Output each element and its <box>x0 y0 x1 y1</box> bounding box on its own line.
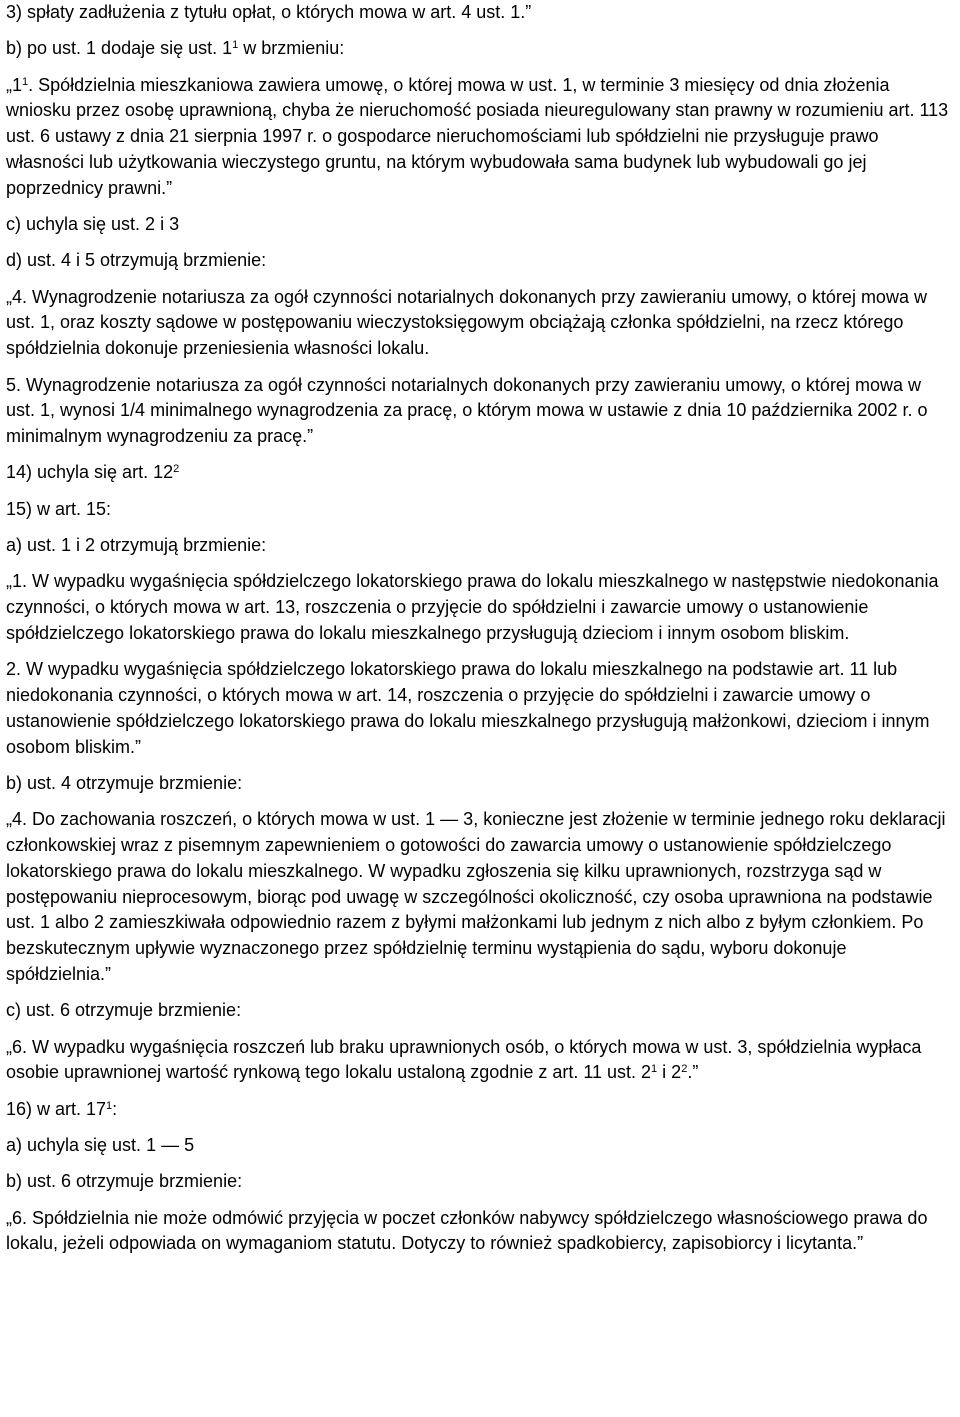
paragraph-18 <box>6 1133 952 1159</box>
text: : <box>112 1098 118 1119</box>
superscript: 2 <box>173 463 180 476</box>
text: w brzmieniu: <box>238 38 345 59</box>
text: 15) w art. 15: <box>6 498 112 519</box>
text: 5. Wynagrodzenie notariusza za ogół czynności notarialnych dokonanych przy zawieraniu umowy, o której mowa w ust. 1, wynosi 1/4 minimalnego wynagrodzenia za pracę, o którym mowa w ustawie z dnia 10 października 2002 r. o minimalnym wynagrodzeniu za pracę.” <box>6 374 928 447</box>
paragraph-17 <box>6 1097 952 1123</box>
text: „6. W wypadku wygaśnięcia roszczeń lub braku uprawnionych osób, o których mowa w ust. 3, spółdzielnia wypłaca osobie uprawnionej wartość rynkową tego lokalu ustaloną zgodnie z art. 11 ust. 2 <box>6 1036 922 1083</box>
text: .” <box>687 1062 699 1083</box>
text: i 2 <box>657 1062 682 1083</box>
text: 14) uchyla się art. 12 <box>6 462 174 483</box>
superscript: 1 <box>232 39 239 52</box>
text: b) ust. 4 otrzymuje brzmienie: <box>6 772 243 793</box>
paragraph-12 <box>6 657 952 760</box>
text: 16) w art. 17 <box>6 1098 107 1119</box>
paragraph-20 <box>6 1206 952 1258</box>
paragraph-10 <box>6 533 952 559</box>
paragraph-8 <box>6 460 952 486</box>
text: d) ust. 4 i 5 otrzymują brzmienie: <box>6 250 267 271</box>
paragraph-14 <box>6 807 952 988</box>
text: 2. W wypadku wygaśnięcia spółdzielczego lokatorskiego prawa do lokalu mieszkalnego na podstawie art. 11 lub niedokonania czynności, o których mowa w art. 14, roszczenia o przyjęcie do spółdzielni i zawarcie umowy o ustanowienie spółdzielczego lokatorskiego prawa do lokalu mieszkalnego przysługują małżonkowi, dzieciom i innym osobom bliskim.” <box>6 659 930 757</box>
paragraph-19 <box>6 1169 952 1195</box>
superscript: 1 <box>651 1063 658 1076</box>
paragraph-6 <box>6 285 952 362</box>
superscript: 1 <box>22 75 29 88</box>
paragraph-5 <box>6 248 952 274</box>
text: b) ust. 6 otrzymuje brzmienie: <box>6 1171 243 1192</box>
text: . Spółdzielnia mieszkaniowa zawiera umowę, o której mowa w ust. 1, w terminie 3 miesięcy od dnia złożenia wniosku przez osobę uprawnioną, chyba że nieruchomość posiada nieuregulowany stan prawny w rozumieniu art. 113 ust. 6 ustawy z dnia 21 sierpnia 1997 r. o gospodarce nieruchomościami lub spółdzielni nie przysługuje prawo własności lub użytkowania wieczystego gruntu, na którym wybudowała sama budynek lub wybudowali go jej poprzednicy prawni.” <box>6 74 949 198</box>
paragraph-9 <box>6 497 952 523</box>
superscript: 1 <box>106 1099 113 1112</box>
text: a) ust. 1 i 2 otrzymują brzmienie: <box>6 535 267 556</box>
text: c) uchyla się ust. 2 i 3 <box>6 214 180 235</box>
paragraph-4 <box>6 212 952 238</box>
text: „6. Spółdzielnia nie może odmówić przyjęcia w poczet członków nabywcy spółdzielczego własnościowego prawa do lokalu, jeżeli odpowiada on wymaganiom statutu. Dotyczy to również spadkobiercy, zapisobiorcy i licytanta.” <box>6 1207 928 1254</box>
text: c) ust. 6 otrzymuje brzmienie: <box>6 1000 242 1021</box>
text: a) uchyla się ust. 1 — 5 <box>6 1134 195 1155</box>
text: 3) spłaty zadłużenia z tytułu opłat, o których mowa w art. 4 ust. 1.” <box>6 2 532 22</box>
text: „4. Wynagrodzenie notariusza za ogół czynności notarialnych dokonanych przy zawieraniu umowy, o której mowa w ust. 1, oraz koszty sądowe w postępowaniu wieczystoksięgowym obciążają członka spółdzielni, na rzecz którego spółdzielnia dokonuje przeniesienia własności lokalu. <box>6 286 927 359</box>
text: b) po ust. 1 dodaje się ust. 1 <box>6 38 233 59</box>
text: „1. W wypadku wygaśnięcia spółdzielczego lokatorskiego prawa do lokalu mieszkalnego w następstwie niedokonania czynności, o których mowa w art. 13, roszczenia o przyjęcie do spółdzielni i zawarcie umowy o ustanowienie spółdzielczego lokatorskiego prawa do lokalu mieszkalnego przysługują dzieciom i innym osobom bliskim. <box>6 571 939 643</box>
paragraph-16 <box>6 1035 952 1087</box>
paragraph-15 <box>6 998 952 1024</box>
paragraph-11 <box>6 569 952 646</box>
paragraph-3 <box>6 73 952 202</box>
text: „1 <box>6 74 23 95</box>
paragraph-13 <box>6 771 952 797</box>
paragraph-7 <box>6 373 952 450</box>
text: „4. Do zachowania roszczeń, o których mowa w ust. 1 — 3, konieczne jest złożenie w terminie jednego roku deklaracji członkowskiej wraz z pisemnym zapewnieniem o gotowości do zawarcia umowy o ustanowienie spółdzielczego lokatorskiego prawa do lokalu mieszkalnego. W wypadku zgłoszenia się kilku uprawnionych, rozstrzyga sąd w postępowaniu nieprocesowym, biorąc pod uwagę w szczególności okoliczność, czy osoba uprawniona na podstawie ust. 1 albo 2 zamieszkiwała odpowiednio razem z byłymi małżonkami lub jednym z nich albo z byłym członkiem. Po bezskutecznym upływie wyznaczonego przez spółdzielnię terminu wystąpienia do sądu, wyboru dokonuje spółdzielnia.” <box>6 809 946 984</box>
paragraph-2 <box>6 36 952 62</box>
superscript: 2 <box>681 1063 688 1076</box>
paragraph-1 <box>6 0 952 26</box>
